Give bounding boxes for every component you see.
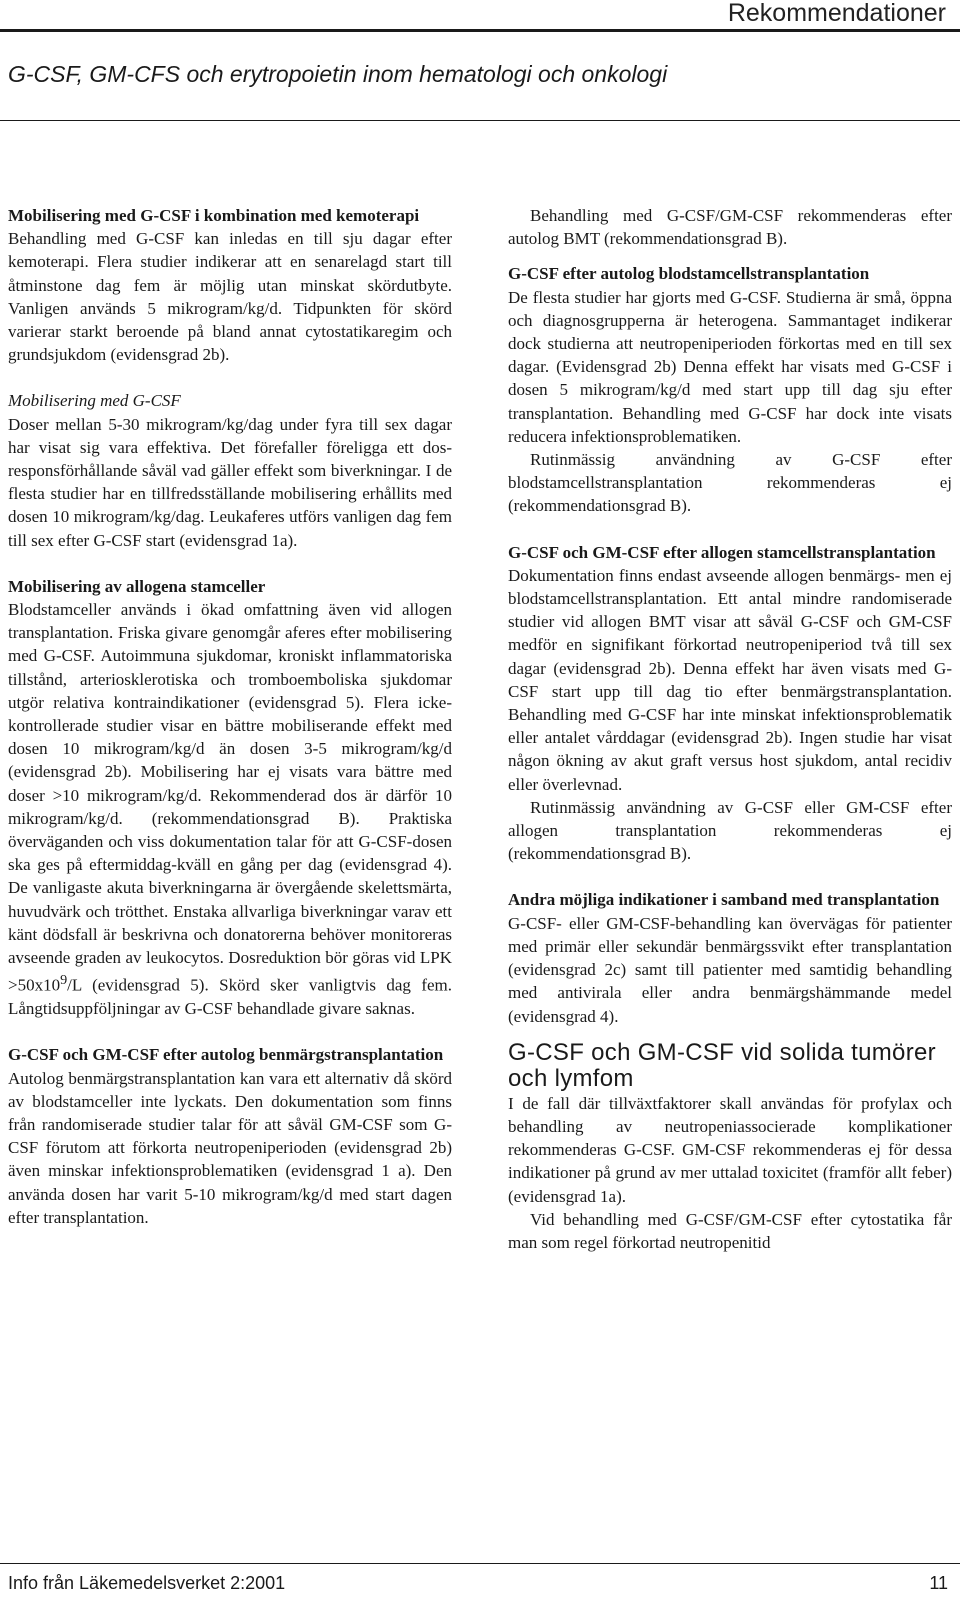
page-number: 11 xyxy=(929,1573,948,1593)
heading-mobilisering-kemoterapi: Mobilisering med G-CSF i kombination med kemoterapi xyxy=(8,206,420,225)
header-rule-thin xyxy=(0,120,960,121)
paragraph-autolog-benmarg: Autolog benmärgstransplantation kan vara ett alternativ då skörd av blodstamceller inte lyckats. Den dokumentation som finns från randomiserade studier talar för att såväl GM-CSF som G-CSF förutom att förkorta neutropeniperioden (evidensgrad 2b) även minskar infektionsproblematiken (evidensgrad 1 a). Den använda dosen har varit 5-10 mikrogram/kg/d med start dagen efter transplantation. xyxy=(8,1068,452,1227)
allogena-text-part2: /L (evidensgrad 5). Skörd sker vanligtvis dag fem. Långtidsuppföljningar av G-CSF behandlade givare saknas. xyxy=(8,975,452,1019)
paragraph-allogena-stamceller xyxy=(8,598,452,1020)
document-subtitle: G-CSF, GM-CFS och erytropoietin inom hematologi och onkologi xyxy=(8,61,668,87)
header-rule-thick xyxy=(0,29,960,32)
left-column xyxy=(8,204,452,1229)
allogena-text-part1: Blodstamceller används i ökad omfattning även vid allogen transplantation. Friska givare genomgår aferes efter mobilisering med G-CSF. Autoimmuna sjukdomar, kroniskt inflammatoriska tillstånd, arteriosklerotiska och tromboemboliska sjukdomar utgör relativa kontraindikationer (evidensgrad 5). Flera icke-kontrollerade studier visar en bättre mobiliserande effekt med dosen 10 mikrogram/kg/d än dosen 3-5 mikrogram/kg/d (evidensgrad 2b). Mobilisering har ej visats vara bättre med doser >10 mikrogram/kg/d. Rekommenderad dos är därför 10 mikrogram/kg/d. (rekommendationsgrad B). Praktiska överväganden och viss dokumentation talar för att G-CSF-dosen ska ges på eftermiddag-kväll en gång per dag (evidensgrad 4). De vanligaste akuta biverkningarna är övergående skelettsmärta, huvudvärk och trötthet. Enstaka allvarliga biverkningar varav ett känt dödsfall är beskrivna och donatorerna behöver monitoreras avseende graden av leukocytos. Dosreduktion bör göras vid LPK >50x10 xyxy=(8,600,452,995)
paragraph-allogen-stamcell: Dokumentation finns endast avseende allogen benmärgs- men ej blodstamcellstransplantation. Ett antal mindre randomiserade studier vid allogen BMT visar att såväl G-CSF och GM-CSF medför en signifikant förkortad neutropeniperiod två till sex dagar (evidensgrad 2b). Denna effekt har även visats med G-CSF start upp till dag tio efter benmärgstransplantation. Behandling med G-CSF har inte minskat infektionsproblematik eller antalet vårddagar (evidensgrad 2b). Ingen studie har visat någon ökning av akut graft versus host sjukdom, antal recidiv eller överlevnad. xyxy=(508,565,952,794)
footer-publication: Info från Läkemedelsverket 2:2001 xyxy=(8,1573,286,1593)
section-label: Rekommendationer xyxy=(727,0,946,27)
paragraph-mobilisering-gcsf: Doser mellan 5-30 mikrogram/kg/dag under fyra till sex dagar har visat sig vara effektiva. Det förefaller föreligga ett dos-responsförhållande såväl vad gäller effekt som biverkningar. I de flesta studier har en tillfredsställande mobilisering erhållits med dosen 10 mikrogram/kg/dag. Leukaferes utförs vanligen dag fem till sex efter G-CSF start (evidensgrad 1a). xyxy=(8,414,452,550)
right-column xyxy=(508,204,952,1254)
heading-allogena-stamceller: Mobilisering av allogena stamceller xyxy=(8,576,266,596)
heading-autolog-blodstamcell: G-CSF efter autolog blodstamcellstransplantation xyxy=(508,264,870,284)
paragraph-solida-tumorer: I de fall där tillväxtfaktorer skall användas för profylax och behandling av neutropeniassocierade komplikationer rekommenderas G-CSF. GM-CSF rekommenderas ej för dessa indikationer på grund av mer uttalad toxicitet (framför allt feber) (evidensgrad 1a). xyxy=(508,1093,952,1206)
paragraph-cytostatika: Vid behandling med G-CSF/GM-CSF efter cytostatika får man som regel förkortad neutropenitid xyxy=(508,1209,952,1252)
paragraph-andra-indikationer: G-CSF- eller GM-CSF-behandling kan övervägas för patienter med primär eller sekundär benmärgssvikt efter transplantation (evidensgrad 2c) samt till patienter med samtidig behandling med antivirala eller andra benmärgshämmande medel (evidensgrad 4). xyxy=(508,913,952,1026)
paragraph-bmt-recommendation: Behandling med G-CSF/GM-CSF rekommenderas efter autolog BMT (rekommendationsgrad B). xyxy=(508,206,952,249)
exponent: 9 xyxy=(60,972,68,989)
heading-mobilisering-gcsf: Mobilisering med G-CSF xyxy=(8,391,181,411)
heading-allogen-stamcell: G-CSF och GM-CSF efter allogen stamcellstransplantation xyxy=(508,542,936,562)
paragraph-mobilisering-kemoterapi: Behandling med G-CSF kan inledas en till sju dagar efter kemoterapi. Flera studier indikerar att en senarelagd start till åtminstone dag fem är möjlig utan minskat skördutbyte. Vanligen används 5 mikrogram/kg/d. Tidpunkten för skörd varierar starkt beroende på bland annat cytostatikaregim och grundsjukdom (evidensgrad 2b). xyxy=(8,229,452,365)
paragraph-allogen-stamcell-rek: Rutinmässig användning av G-CSF eller GM-CSF efter allogen transplantation rekommenderas ej (rekommendationsgrad B). xyxy=(508,797,952,864)
heading-autolog-benmarg: G-CSF och GM-CSF efter autolog benmärgstransplantation xyxy=(8,1045,444,1065)
heading-andra-indikationer: Andra möjliga indikationer i samband med transplantation xyxy=(508,890,940,910)
heading-solida-tumorer: G-CSF och GM-CSF vid solida tumörer och lymfom xyxy=(508,1038,936,1092)
paragraph-autolog-blodstamcell-rek: Rutinmässig användning av G-CSF efter blodstamcellstransplantation rekommenderas ej (rekommendationsgrad B). xyxy=(508,450,952,516)
footer-rule xyxy=(0,1563,960,1564)
paragraph-autolog-blodstamcell: De flesta studier har gjorts med G-CSF. Studierna är små, öppna och diagnosgrupperna är heterogena. Sammantaget indikerar dock studierna att neutropeniperioden förkortas med en till sex dagar. (Evidensgrad 2b) Denna effekt har visats med G-CSF i dosen 5 mikrogram/kg/d med start upp till dag sju efter transplantation. Behandling med G-CSF har dock inte visats reducera infektionsproblematiken. xyxy=(508,287,952,446)
